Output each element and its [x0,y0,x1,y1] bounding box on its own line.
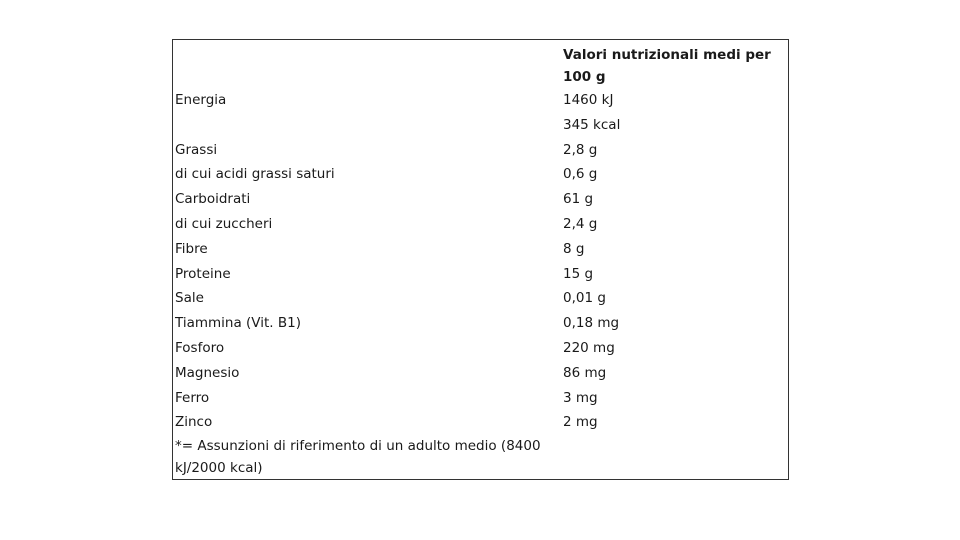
table-row [173,113,789,138]
nutrition-table [172,39,789,480]
nutrient-label: Grassi [175,141,218,158]
nutrient-value: 0,6 g [563,166,598,183]
nutrient-value: 0,18 mg [563,315,620,332]
nutrient-label: Magnesio [175,364,240,381]
table-row [173,187,789,212]
table-row [173,311,789,336]
table-row [173,162,789,187]
nutrient-label [173,113,562,138]
table-row [173,262,789,287]
table-row [173,138,789,163]
table-row [173,237,789,262]
nutrient-value: 345 kcal [563,116,621,133]
table-body [173,88,789,435]
nutrient-label: Fibre [175,240,208,257]
nutrient-value: 220 mg [563,339,615,356]
table-row [173,286,789,311]
nutrient-value: 61 g [563,191,594,208]
footnote-text: *= Assunzioni di riferimento di un adulto medio (8400 kJ/2000 kcal) [175,438,541,477]
nutrient-value: 15 g [563,265,594,282]
nutrient-value: 2,8 g [563,141,598,158]
nutrient-value: 2,4 g [563,215,598,232]
table-row [173,336,789,361]
table-header-row [173,40,789,89]
header-value-cell: Valori nutrizionali medi per 100 g [563,47,771,85]
nutrient-label: Energia [175,92,227,108]
table-row [173,212,789,237]
nutrient-value: 1460 kJ [563,92,614,108]
table-row [173,410,789,435]
nutrient-label: Carboidrati [175,191,251,208]
footnote-cell [173,435,562,480]
footnote-row [173,435,789,480]
nutrient-label: Tiammina (Vit. B1) [175,315,301,332]
nutrient-label: Fosforo [175,339,225,356]
nutrient-value: 86 mg [563,364,607,381]
table-row [173,386,789,411]
table-row [173,361,789,386]
nutrient-label: Ferro [175,389,210,406]
header-label-cell [173,40,562,89]
nutrient-label: Proteine [175,265,231,282]
nutrient-label: Zinco [175,414,213,431]
nutrient-label: Sale [175,290,204,307]
nutrient-value: 2 mg [563,414,598,431]
table-row [173,88,789,113]
nutrient-label: di cui zuccheri [175,215,273,232]
nutrient-label: di cui acidi grassi saturi [175,166,335,183]
nutrient-value: 3 mg [563,389,598,406]
nutrient-value: 0,01 g [563,290,606,307]
footnote-empty-cell [561,435,789,480]
nutrient-value: 8 g [563,240,585,257]
